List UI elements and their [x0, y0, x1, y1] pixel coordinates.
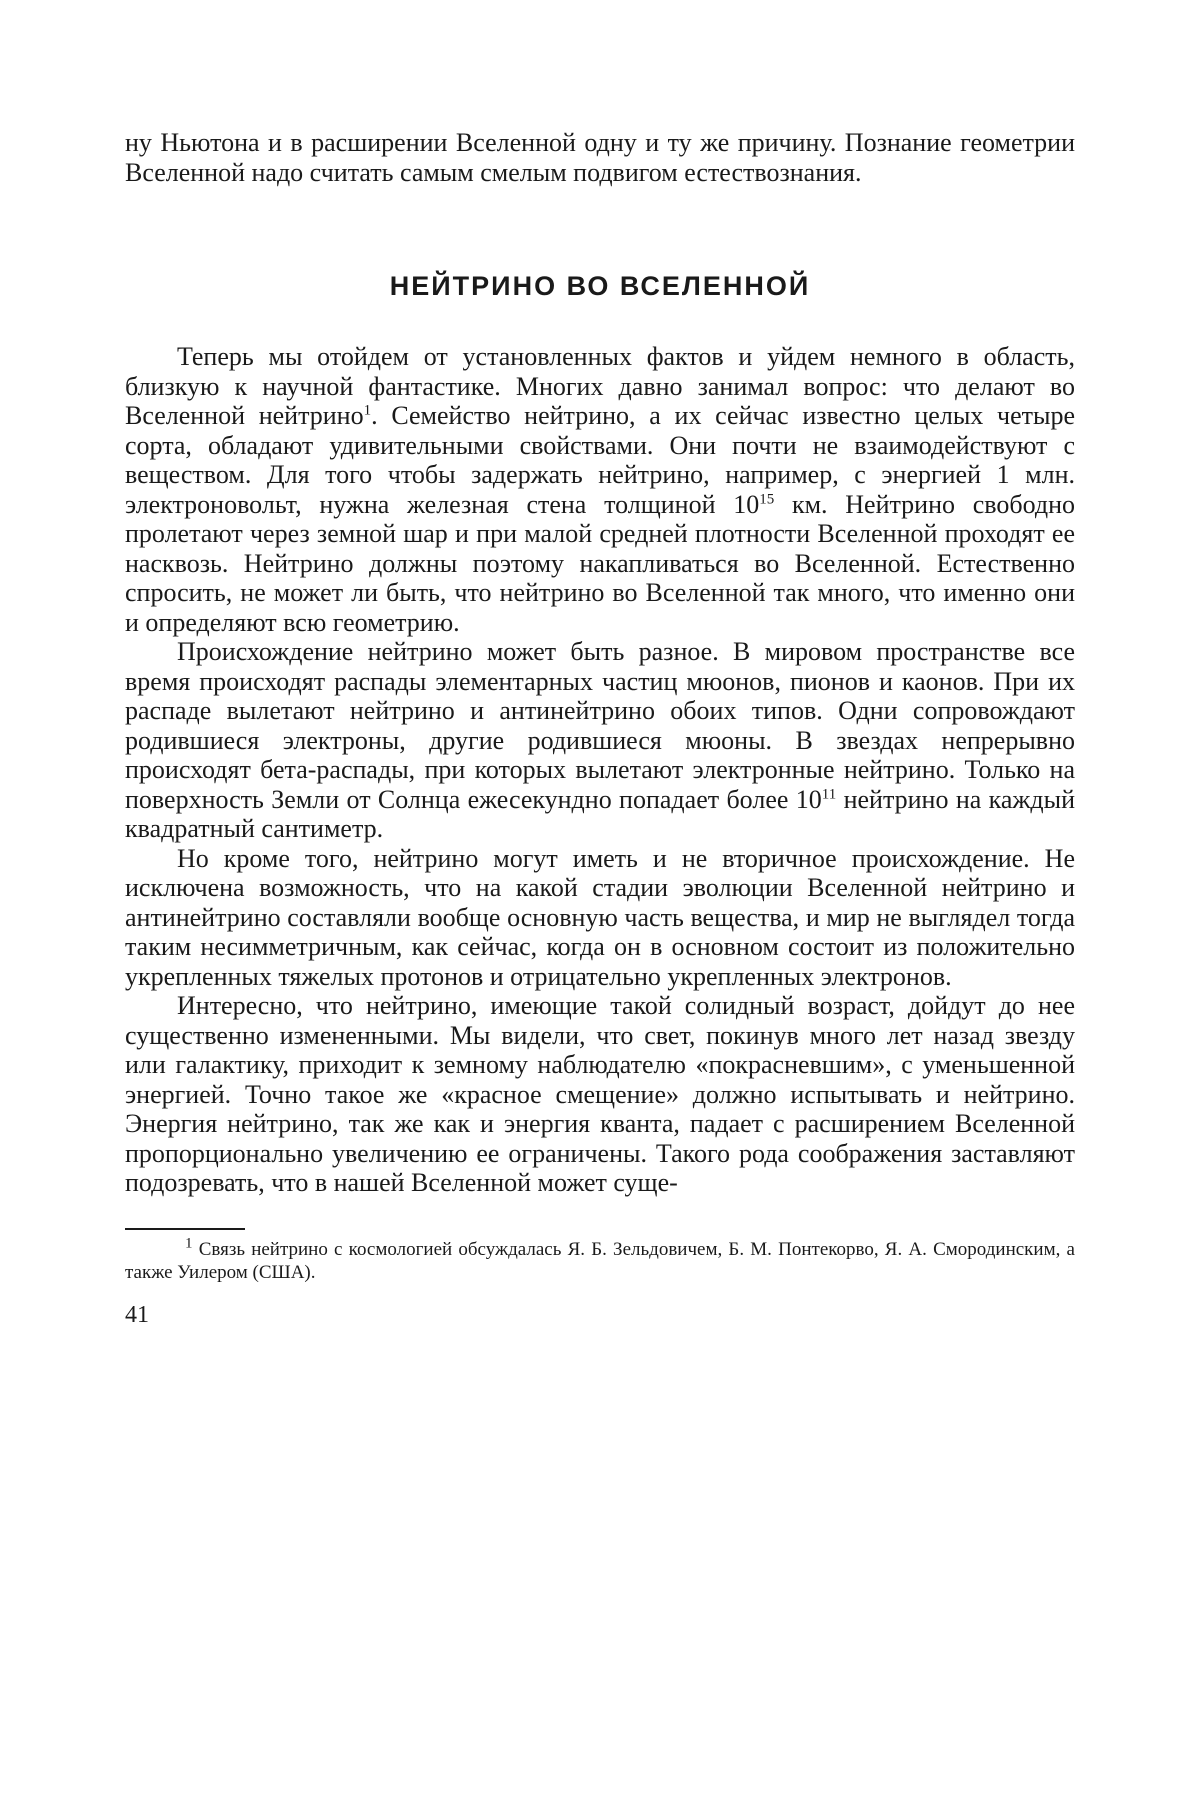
paragraph-1-text-b: . Семейство нейтрино, а их сейчас известно целых четыре сорта, обладают удивительными свойствами. Они почти не взаимодействуют с веществом. Для того чтобы задержать нейтрино, например, с энергией 1 млн. электроновольт, нужна железная стена толщиной 10	[125, 401, 1076, 519]
paragraph-1-text-a: Теперь мы отойдем от установленных фактов и уйдем немного в область, близкую к научной фантастике. Многих давно занимал вопрос: что делают во Вселенной нейтрино	[125, 342, 1075, 430]
footnote-text: Связь нейтрино с космологией обсуждалась Я. Б. Зельдовичем, Б. М. Понтекорво, Я. А. Смородинским, а также Уилером (США).	[125, 1238, 1075, 1283]
paragraph-3: Но кроме того, нейтрино могут иметь и не вторичное происхождение. Не исключена возможность, что на какой стадии эволюции Вселенной нейтрино и антинейтрино составляли вообще основную часть вещества, и мир не выглядел тогда таким несимметричным, как сейчас, когда он в основном состоит из положительно укрепленных тяжелых протонов и отрицательно укрепленных электронов.	[125, 843, 1075, 991]
paragraph-2	[125, 637, 1075, 844]
exponent: 15	[759, 490, 775, 507]
footnote	[125, 1235, 1075, 1284]
footnote-divider	[125, 1228, 245, 1230]
page-number: 41	[125, 1301, 149, 1328]
footnote-marker: 1	[185, 1235, 193, 1252]
book-page	[125, 128, 1075, 1329]
exponent: 11	[821, 785, 837, 802]
paragraph-4: Интересно, что нейтрино, имеющие такой солидный возраст, дойдут до нее существенно измененными. Мы видели, что свет, покинув много лет назад звезду или галактику, приходит к земному наблюдателю «покрасневшим», с уменьшенной энергией. Точно такое же «красное смещение» должно испытывать и нейтрино. Энергия нейтрино, так же как и энергия кванта, падает с расширением Вселенной пропорционально увеличению ее ограничены. Такого рода соображения заставляют подозревать, что в нашей Вселенной может суще-	[125, 991, 1075, 1197]
paragraph-1	[125, 342, 1075, 637]
footnote-reference: 1	[363, 402, 372, 419]
paragraph-2-text-b: нейтрино на каждый квадратный сантиметр.	[125, 784, 1075, 843]
paragraph-2-text-a: Происхождение нейтрино может быть разное. В мировом пространстве все время происходят распады элементарных частиц мюонов, пионов и каонов. При их распаде вылетают нейтрино и антинейтрино обоих типов. Одни сопровождают родившиеся электроны, другие родившиеся мюоны. В звездах непрерывно происходят бета-распады, при которых вылетают электронные нейтрино. Только на поверхность Земли от Солнца ежесекундно попадает более 10	[125, 637, 1075, 814]
intro-paragraph: ну Ньютона и в расширении Вселенной одну и ту же причину. Познание геометрии Вселенной надо считать самым смелым подвигом естествознания.	[125, 128, 1075, 187]
paragraph-1-text-c: км. Нейтрино свободно пролетают через земной шар и при малой средней плотности Вселенной проходят ее насквозь. Нейтрино должны поэтому накапливаться во Вселенной. Естественно спросить, не может ли быть, что нейтрино во Вселенной так много, что именно они и определяют всю геометрию.	[125, 489, 1075, 637]
section-heading: НЕЙТРИНО ВО ВСЕЛЕННОЙ	[389, 271, 811, 301]
